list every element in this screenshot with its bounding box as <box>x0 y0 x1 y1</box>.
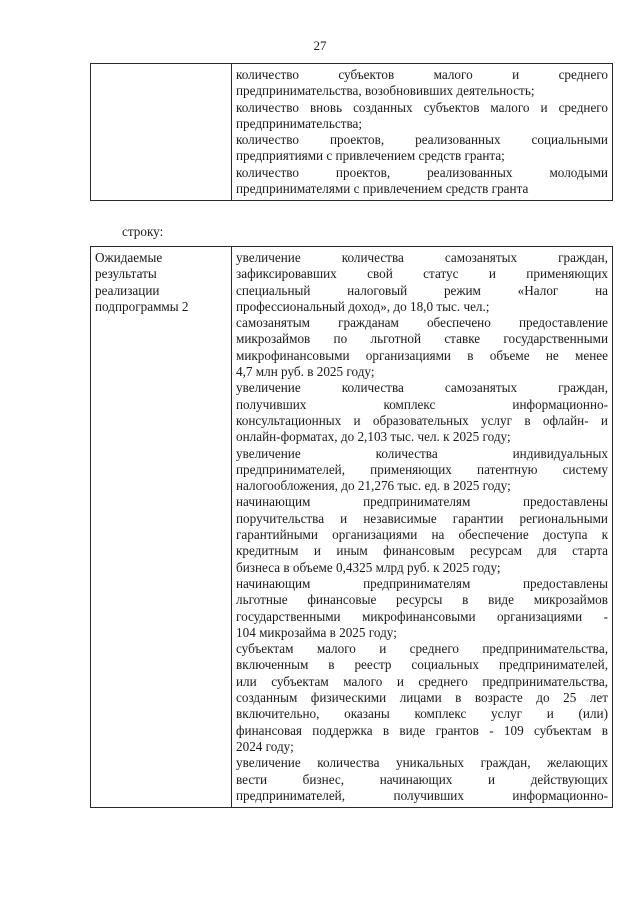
cell-line: предприятиями с привлечением средств гранта; <box>236 148 505 164</box>
cell-line: предпринимателей, получивших информационно- <box>236 787 608 803</box>
cell-line: финансовая поддержка в виде грантов - 109 субъектам в <box>236 722 608 738</box>
cell-line: предпринимателями с привлечением средств гранта <box>236 181 529 197</box>
cell-line: онлайн-форматах, до 2,103 тыс. чел. к 2025 году; <box>236 429 511 445</box>
page-number: 27 <box>313 38 327 53</box>
table-cell-left <box>91 64 232 201</box>
table-cell-left <box>91 247 232 808</box>
cell-line: самозанятым гражданам обеспечено предоставление <box>236 315 608 331</box>
row-title-line: Ожидаемые <box>95 250 163 265</box>
cell-line: специальный налоговый режим «Налог на <box>236 282 608 298</box>
row-title-line: реализации <box>95 282 160 298</box>
cell-line: предпринимательства; <box>236 115 363 131</box>
cell-line: государственными микрофинансовыми организациями - <box>236 608 608 624</box>
cell-line: вести бизнес, начинающих и действующих <box>236 771 608 787</box>
cell-line: количество вновь созданных субъектов малого и среднего <box>236 99 608 115</box>
cell-line: количество проектов, реализованных социальными <box>236 132 608 148</box>
cell-line: увеличение количества индивидуальных <box>236 445 608 461</box>
cell-line: субъектам малого и среднего предпринимательства, <box>236 641 608 657</box>
cell-line: включительно, оказаны комплекс услуг и (или) <box>236 706 608 722</box>
cell-line: микрозаймов по льготной ставке государственными <box>236 331 608 347</box>
cell-line: 2024 году; <box>236 738 294 754</box>
cell-line: поручительства и независимые гарантии региональными <box>236 510 608 526</box>
cell-line: увеличение количества самозанятых граждан, <box>236 250 608 265</box>
replacement-table <box>90 246 613 808</box>
row-title-line: результаты <box>95 266 157 282</box>
cell-line: 4,7 млн руб. в 2025 году; <box>236 364 375 380</box>
cell-line: увеличение количества самозанятых граждан, <box>236 380 608 396</box>
cell-line: или субъектам малого и среднего предпринимательства, <box>236 673 608 689</box>
cell-line: 104 микрозайма в 2025 году; <box>236 624 397 640</box>
cell-line: гарантийными организациями на обеспечение доступа к <box>236 527 608 543</box>
cell-line: предпринимательства, возобновивших деятельность; <box>236 83 535 99</box>
cell-line: льготные финансовые ресурсы в виде микрозаймов <box>236 592 608 608</box>
cell-line: профессиональный доход», до 18,0 тыс. чел.; <box>236 298 490 314</box>
table-cell-right <box>232 64 613 201</box>
row-title-line: подпрограммы 2 <box>95 298 189 314</box>
continued-table <box>90 63 613 201</box>
cell-line: начинающим предпринимателям предоставлены <box>236 575 608 591</box>
cell-line: налогообложения, до 21,276 тыс. ед. в 2025 году; <box>236 478 511 494</box>
cell-line: количество субъектов малого и среднего <box>236 67 608 82</box>
cell-line: количество проектов, реализованных молодыми <box>236 164 608 180</box>
cell-line: созданным физическими лицами в возрасте до 25 лет <box>236 690 608 706</box>
cell-line: микрофинансовыми организациями в объеме не менее <box>236 347 608 363</box>
cell-line: включенным в реестр социальных предпринимателей, <box>236 657 608 673</box>
cell-line: получивших комплекс информационно- <box>236 396 608 412</box>
cell-line: предпринимателей, применяющих патентную систему <box>236 461 608 477</box>
cell-line: консультационных и образовательных услуг в офлайн- и <box>236 412 608 428</box>
cell-line: бизнеса в объеме 0,4325 млрд руб. к 2025 году; <box>236 559 501 575</box>
table-cell-right <box>232 247 613 808</box>
row-label: строку: <box>122 224 164 239</box>
cell-line: кредитным и иным финансовым ресурсам для старта <box>236 543 608 559</box>
cell-line: зафиксировавших свой статус и применяющих <box>236 266 608 282</box>
cell-line: увеличение количества уникальных граждан, желающих <box>236 755 608 771</box>
cell-line: начинающим предпринимателям предоставлены <box>236 494 608 510</box>
table-row <box>91 247 613 808</box>
table-row <box>91 64 613 201</box>
